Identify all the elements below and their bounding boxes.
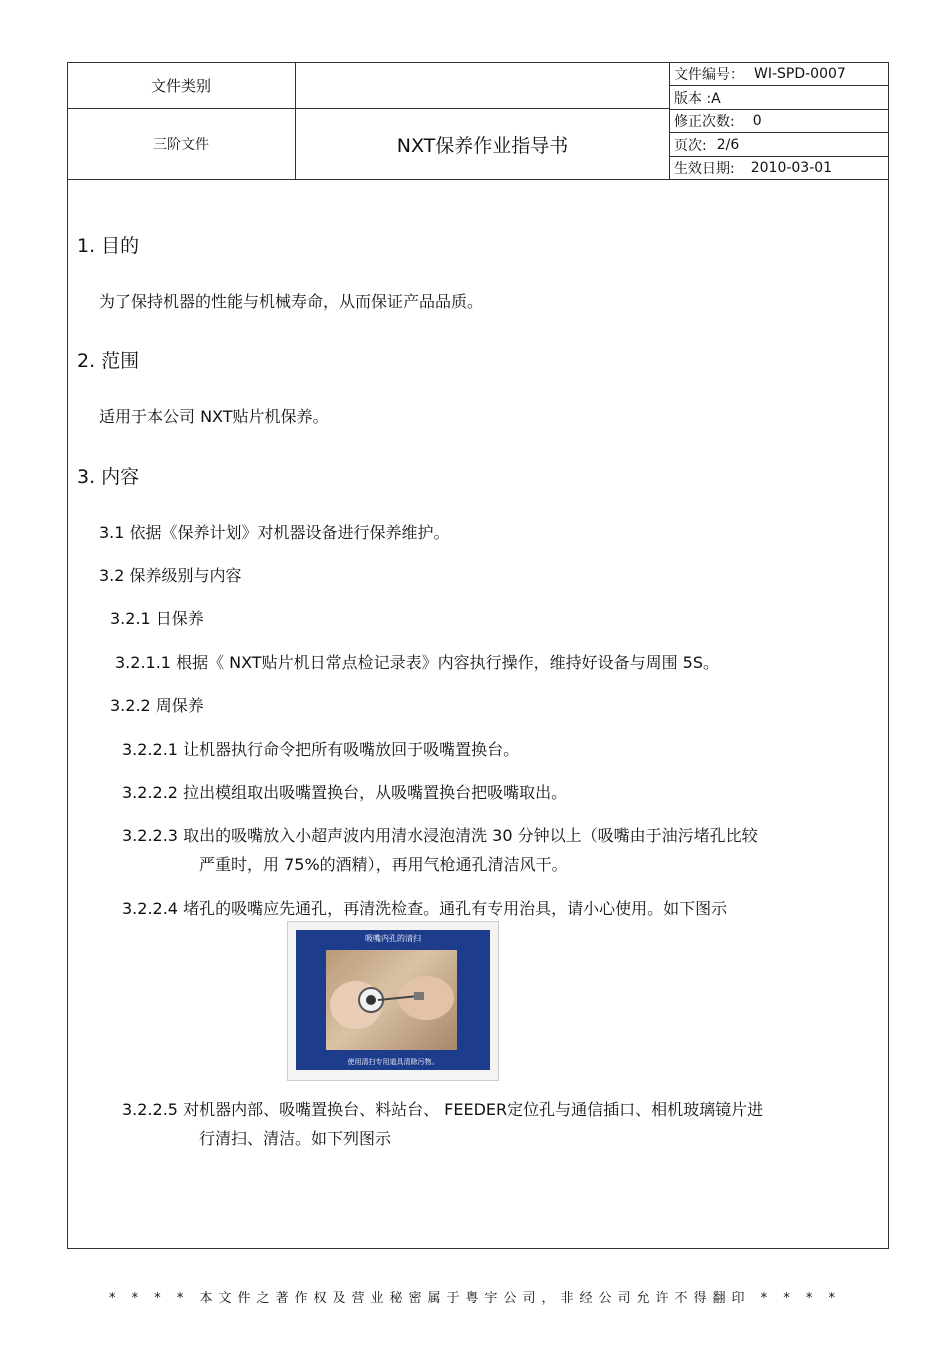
- title-cell: [296, 109, 670, 180]
- effective-date-row: [670, 156, 889, 180]
- document-header: [67, 62, 889, 180]
- effective-date: 2010-03-01: [750, 159, 833, 176]
- photo-caption: 使用清扫专用道具清除污物。: [347, 1058, 439, 1066]
- page-label: 页次:: [674, 137, 707, 154]
- photo-title: 吸嘴内孔的清扫: [365, 934, 421, 943]
- doc-number-label: 文件编号：: [674, 66, 744, 83]
- hands-cleaning-nozzle-illustration: [326, 950, 457, 1050]
- item-3-2-2-3-cont: 严重时，用 75%的酒精），再用气枪通孔清洁风干。: [199, 855, 568, 874]
- section-3-heading: 3. 内容: [77, 466, 140, 488]
- section-2-heading: 2. 范围: [77, 350, 140, 372]
- doc-number: WI-SPD-0007: [754, 65, 846, 82]
- revision-label: 修正次数:: [674, 113, 735, 130]
- revision-row: [670, 109, 889, 133]
- item-3-2-1: 3.2.1 日保养: [110, 609, 204, 628]
- item-3-2: 3.2 保养级别与内容: [99, 566, 242, 585]
- item-3-2-1-1: 3.2.1.1 根据《 NXT贴片机日常点检记录表》内容执行操作，维持好设备与周围 5S。: [115, 653, 719, 672]
- category-value-cell: [296, 62, 670, 109]
- level-cell: [67, 109, 296, 180]
- item-3-2-2-5: 3.2.2.5 对机器内部、吸嘴置换台、料站台、 FEEDER定位孔与通信插口、相机玻璃镜片进: [122, 1100, 764, 1119]
- document-level: 三阶文件: [153, 137, 209, 153]
- page-number: 2/6: [716, 136, 740, 153]
- section-1-body: 为了保持机器的性能与机械寿命，从而保证产品品质。: [99, 292, 484, 311]
- category-label-cell: [67, 62, 296, 109]
- section-2-body: 适用于本公司 NXT贴片机保养。: [99, 407, 329, 426]
- version: 版本 :A: [674, 90, 721, 107]
- effective-date-label: 生效日期:: [674, 160, 735, 177]
- item-3-2-2-4: 3.2.2.4 堵孔的吸嘴应先通孔，再清洗检查。通孔有专用治具，请小心使用。如下图示: [122, 899, 728, 918]
- item-3-2-2-2: 3.2.2.2 拉出模组取出吸嘴置换台，从吸嘴置换台把吸嘴取出。: [122, 783, 568, 802]
- section-1-heading: 1. 目的: [77, 235, 140, 257]
- revision-count: 0: [752, 112, 762, 129]
- photo-panel: [296, 930, 490, 1070]
- nozzle-cleaning-image: [326, 950, 457, 1050]
- category-label: 文件类别: [150, 76, 211, 95]
- nozzle-cleaning-photo: [287, 921, 499, 1081]
- page-row: [670, 133, 889, 157]
- copyright-footer: * * * * 本文件之著作权及营业秘密属于粤宇公司，非经公司允许不得翻印 * * * *: [108, 1291, 842, 1306]
- doc-number-row: [670, 62, 889, 86]
- item-3-1: 3.1 依据《保养计划》对机器设备进行保养维护。: [99, 523, 450, 542]
- item-3-2-2-3: 3.2.2.3 取出的吸嘴放入小超声波内用清水浸泡清洗 30 分钟以上（吸嘴由于油污堵孔比较: [122, 826, 758, 845]
- item-3-2-2: 3.2.2 周保养: [110, 696, 204, 715]
- item-3-2-2-1: 3.2.2.1 让机器执行命令把所有吸嘴放回于吸嘴置换台。: [122, 740, 520, 759]
- version-row: [670, 86, 889, 110]
- document-title: NXT保养作业指导书: [396, 134, 569, 157]
- item-3-2-2-5-cont: 行清扫、清洁。如下列图示: [199, 1129, 392, 1148]
